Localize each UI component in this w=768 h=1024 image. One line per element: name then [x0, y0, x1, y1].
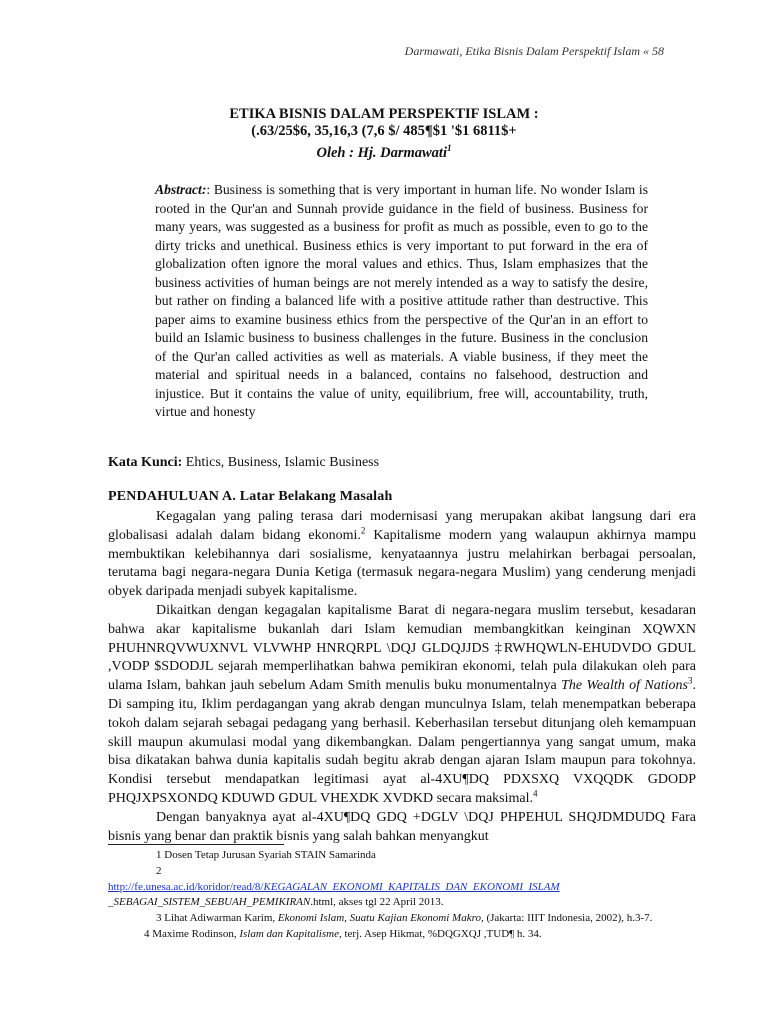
- article-title-encoded: (.63/25$6, 35,16,3 (7,6 $/ 485¶$1 '$1 6811$+: [251, 123, 517, 139]
- footnote-ref-2[interactable]: 2: [360, 525, 366, 536]
- footnote-4-title: Islam dan Kapitalisme,: [239, 927, 342, 940]
- paragraph-2-text-a: Dikaitkan dengan kegagalan kapitalisme Barat di negara-negara muslim tersebut, kesadaran bahwa akar kapitalisme bukanlah dari Islam kemudian membangkitkan keinginan XQWXN PHUHNRQVWUXNVL VLVWHP HNRQRPL \DQJ GLDQJJDS ‡RWHQWLN-EHUDVDO GDUL ,VODP $SDODJL sejarah memperlihatkan bahwa pemikiran ekonomi, telah pula dilakukan oleh para ulama Islam, bahkan jauh sebelum Adam Smith menulis buku monumentalnya: [108, 602, 696, 694]
- footnote-ref-3[interactable]: 3: [688, 675, 693, 686]
- footnote-2-path-tail: _SEBAGAI_SISTEM_SEBUAH_PEMIKIRAN: [108, 896, 311, 909]
- abstract-label: Abstract:: [155, 182, 207, 197]
- body-text: [108, 508, 696, 846]
- footnote-ref-4[interactable]: 4: [533, 788, 538, 799]
- footnote-3: [108, 911, 696, 927]
- footnote-2-link-path: KEGAGALAN_EKONOMI_KAPITALIS_DAN_EKONOMI_ISLAM: [263, 880, 560, 893]
- section-heading: PENDAHULUAN A. Latar Belakang Masalah: [108, 489, 393, 504]
- paragraph-2-text-b: . Di samping itu, Iklim perdagangan yang akrab dengan munculnya Islam, telah menempatkan beberapa tokoh dalam sejarah sebagai pedagang yang berhasil. Keberhasilan tersebut ditunjang oleh kemampuan skill maupun akumulasi modal yang dikembangkan. Dalam pengertiannya yang sangat umum, maka bisa dikatakan bahwa dunia kapitalis sudah begitu akrab dengan ajaran Islam maupun para tokohnya. Kondisi tersebut mendapatkan legitimasi ayat al-4XU¶DQ PDXSXQ VXQQDK GDODP PHQJXPSXONDQ KDUWD GDUL VHEXDK XVDKD secara maksimal.: [108, 678, 696, 806]
- author-line: [108, 140, 660, 162]
- footnote-2-link-host: http://fe.unesa.ac.id/koridor/read/8/: [108, 880, 264, 893]
- abstract-text: : Business is something that is very important in human life. No wonder Islam is rooted in the Qur'an and Sunnah provide guidance in the field of business. Business for many years, was suggested as a business for profit as much as possible, even to go to the dirty tricks and unethical. Business ethics is very important to put forward in the era of globalization often ignore the moral values and ethics. Thus, Islam emphasizes that the business activities of human beings are not merely intended as a way to satisfy the desire, but rather on finding a balanced life with a positive attitude rather than destructive. This paper aims to examine business ethics from the perspective of the Qur'an in an effort to build an Islamic business to business challenges in the future. Business in the conclusion of the Qur'an called activities as well as materials. A viable business, if they meet the material and spiritual needs in a balanced, contains no falsehood, destruction and injustice. But it contains the value of unity, equilibrium, free will, accountability, truth, virtue and honesty: [155, 182, 648, 419]
- paragraph-1: [108, 508, 696, 602]
- book-title: The Wealth of Nations: [561, 678, 688, 694]
- footnote-2: [108, 880, 696, 896]
- keywords-text: Ehtics, Business, Islamic Business: [182, 455, 380, 470]
- author-name: Oleh : Hj. Darmawati: [316, 144, 447, 161]
- keywords: [108, 455, 379, 471]
- footnote-3-title: Ekonomi Islam, Suatu Kajian Ekonomi Makro,: [277, 912, 484, 925]
- footnote-4: [108, 927, 696, 943]
- paragraph-1-text-b: Kapitalisme modern yang walaupun akhirnya mampu membuktikan kelebihannya dari sosialisme, kenyataannya justru melahirkan berbagai persoalan, terutama bagi negara-negara Dunia Ketiga (termasuk negara-negara Muslim) yang cenderung menjadi obyek daripada menjadi subyek kapitalisme.: [108, 527, 697, 600]
- title-block: [108, 106, 660, 162]
- footnote-divider: [108, 844, 284, 845]
- paragraph-2: [108, 602, 696, 809]
- paragraph-3: Dengan banyaknya ayat al-4XU¶DQ GDQ +DGLV \DQJ PHPEHUL SHQJDMDUDQ Fara bisnis yang benar dan praktik bisnis yang salah bahkan menyangkut: [108, 809, 696, 844]
- footnote-1: 1 Dosen Tetap Jurusan Syariah STAIN Samarinda: [156, 849, 376, 861]
- footnote-2-continued: [108, 895, 696, 911]
- abstract: [155, 181, 648, 422]
- footnote-2-link[interactable]: [108, 881, 560, 893]
- footnote-2-number: 2: [156, 864, 162, 877]
- paragraph-1-text-a: Kegagalan yang paling terasa dari modernisasi yang merupakan akibat langsung dari era globalisasi adalah dalam bidang ekonomi.: [108, 509, 696, 543]
- footnote-3-text-b: (Jakarta: IIIT Indonesia, 2002), h.3-7.: [483, 912, 653, 925]
- footnote-3-text-a: 3 Lihat Adiwarman Karim,: [156, 912, 278, 925]
- article-title: ETIKA BISNIS DALAM PERSPEKTIF ISLAM :: [229, 106, 539, 122]
- footnotes: [108, 848, 696, 943]
- keywords-label: Kata Kunci:: [108, 455, 183, 470]
- footnote-2-access: .html, akses tgl 22 April 2013.: [310, 896, 444, 909]
- footnote-4-text-a: 4 Maxime Rodinson,: [144, 927, 240, 940]
- running-header: Darmawati, Etika Bisnis Dalam Perspektif Islam « 58: [404, 44, 664, 58]
- footnote-4-text-b: terj. Asep Hikmat, %DQGXQJ ,TUD¶ h. 34.: [341, 927, 542, 940]
- author-footnote-ref[interactable]: 1: [447, 143, 452, 153]
